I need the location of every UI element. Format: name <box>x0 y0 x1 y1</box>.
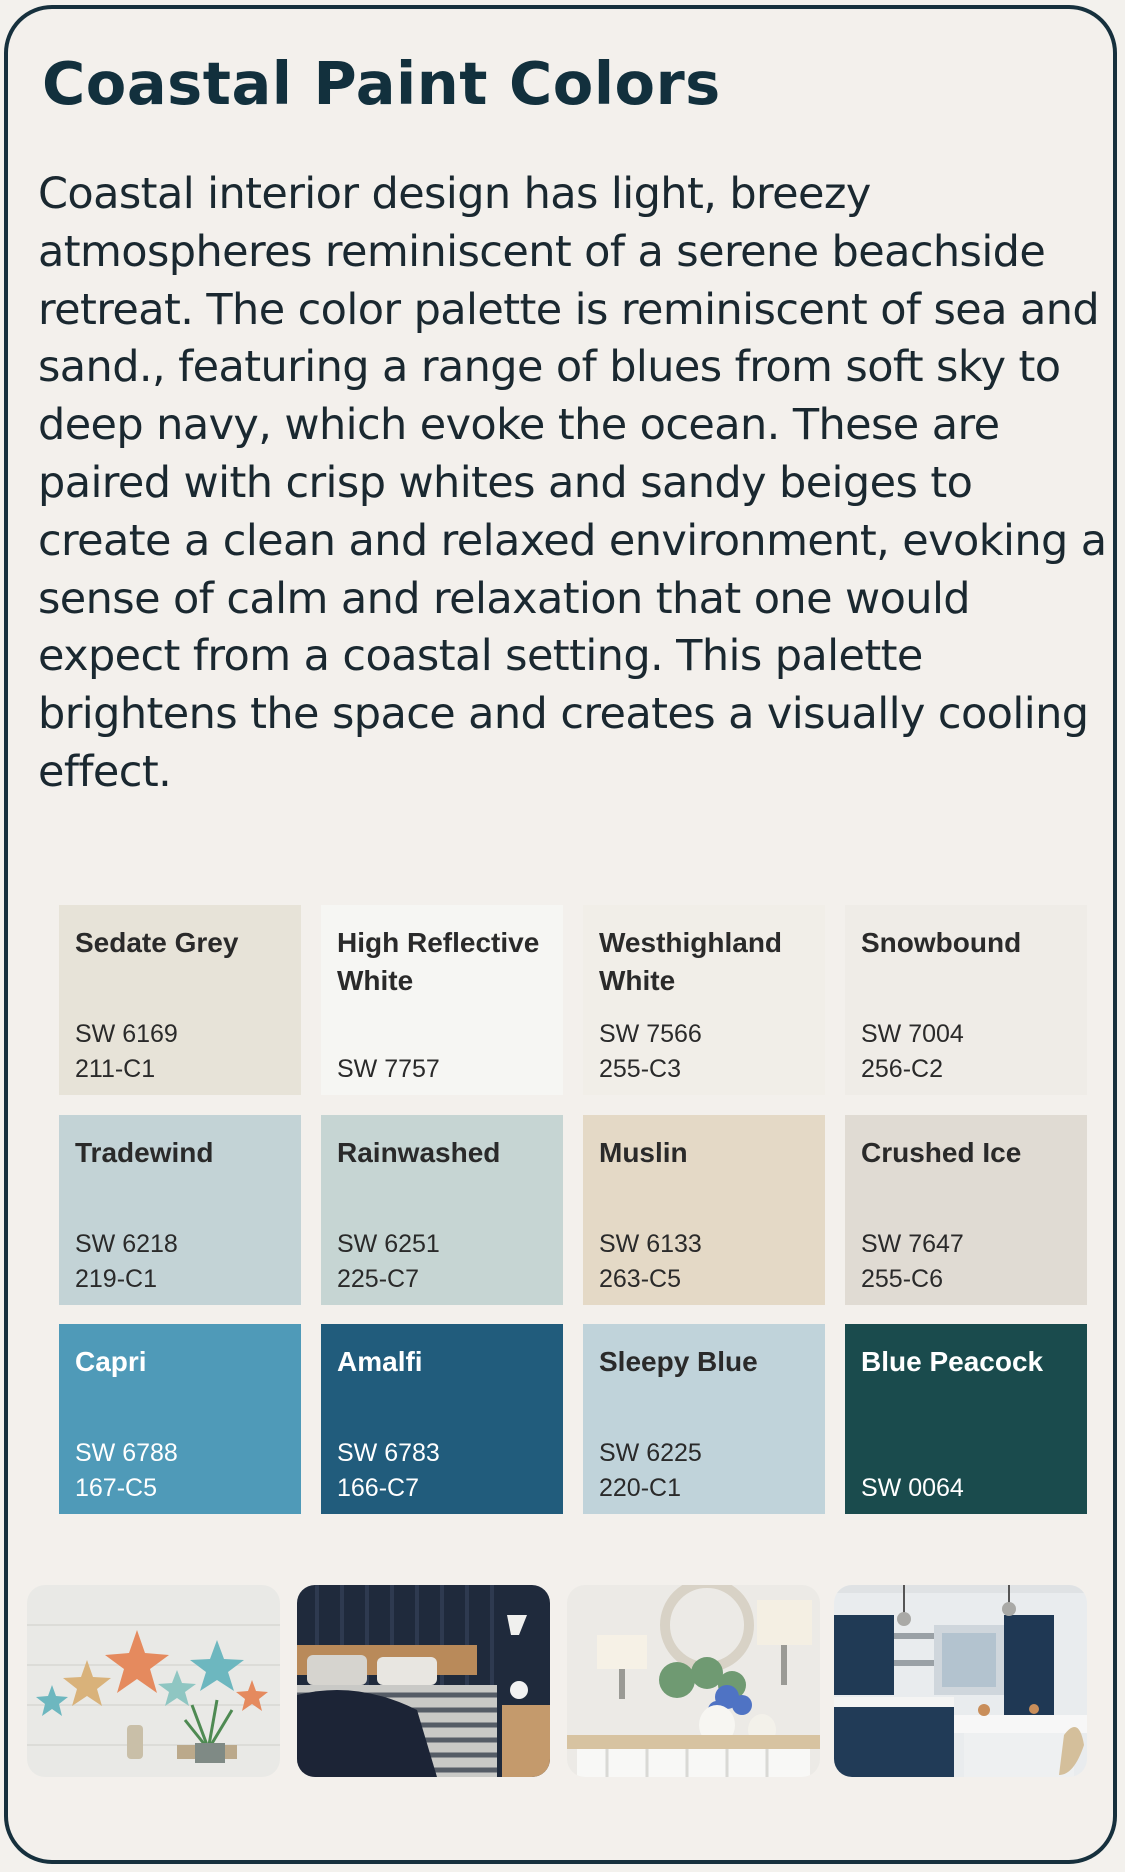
swatch-name: High Reflective White <box>337 927 540 996</box>
console-table-decor-photo <box>567 1585 820 1777</box>
swatch-name: Snowbound <box>861 927 1022 958</box>
navy-kitchen-photo <box>834 1585 1087 1777</box>
swatch-tradewind <box>59 1115 301 1305</box>
swatch-code: SW 7566 <box>599 1020 702 1048</box>
swatch-codes <box>861 1017 964 1087</box>
swatch-locator: 255-C6 <box>861 1265 943 1293</box>
swatch-snowbound <box>845 905 1087 1095</box>
swatch-code: SW 7647 <box>861 1230 964 1258</box>
swatch-codes <box>75 1017 178 1087</box>
swatch-code: SW 6133 <box>599 1230 702 1258</box>
swatch-locator: 225-C7 <box>337 1265 419 1293</box>
swatch-code: SW 6783 <box>337 1439 440 1467</box>
swatch-code: SW 6169 <box>75 1020 178 1048</box>
swatch-codes <box>337 1227 440 1297</box>
description-text: Coastal interior design has light, breezy atmospheres reminiscent of a serene beachside retreat. The color palette is reminiscent of sea and sand., featuring a range of blues from soft sky to deep navy, which evoke the ocean. These are paired with crisp whites and sandy beiges to create a clean and relaxed environment, evoking a sense of calm and relaxation that one would expect from a coastal setting. This palette brightens the space and creates a visually cooling effect. <box>38 169 1107 797</box>
swatch-locator: 166-C7 <box>337 1474 419 1502</box>
swatch-sleepy-blue <box>583 1324 825 1514</box>
swatch-locator: 167-C5 <box>75 1474 157 1502</box>
swatch-name: Blue Peacock <box>861 1346 1044 1377</box>
swatch-codes <box>75 1227 178 1297</box>
swatch-locator: 220-C1 <box>599 1474 681 1502</box>
swatch-codes <box>861 1471 964 1506</box>
swatch-codes <box>599 1227 702 1297</box>
swatch-name: Tradewind <box>75 1137 214 1168</box>
swatch-blue-peacock <box>845 1324 1087 1514</box>
navy-bedroom-photo <box>297 1585 550 1777</box>
swatch-code: SW 6225 <box>599 1439 702 1467</box>
swatch-codes <box>599 1436 702 1506</box>
swatch-name: Sleepy Blue <box>599 1346 758 1377</box>
swatch-sedate-grey <box>59 905 301 1095</box>
swatch-locator: 256-C2 <box>861 1055 943 1083</box>
swatch-codes <box>861 1227 964 1297</box>
swatch-codes <box>75 1436 178 1506</box>
swatch-codes <box>599 1017 702 1087</box>
swatch-name: Rainwashed <box>337 1137 501 1168</box>
swatch-name: Crushed Ice <box>861 1137 1022 1168</box>
swatch-codes <box>337 1436 440 1506</box>
swatch-name: Amalfi <box>337 1346 423 1377</box>
swatch-crushed-ice <box>845 1115 1087 1305</box>
swatch-locator: 211-C1 <box>75 1055 156 1083</box>
swatch-locator: 219-C1 <box>75 1265 157 1293</box>
swatch-code: SW 6251 <box>337 1230 440 1258</box>
swatch-name: Capri <box>75 1346 147 1377</box>
swatch-code: SW 7757 <box>337 1055 440 1083</box>
swatch-westhighland-white <box>583 905 825 1095</box>
swatch-code: SW 6218 <box>75 1230 178 1258</box>
swatch-amalfi <box>321 1324 563 1514</box>
starfish-wall-decor-photo <box>27 1585 280 1777</box>
swatch-code: SW 6788 <box>75 1439 178 1467</box>
page-title: Coastal Paint Colors <box>42 49 721 118</box>
swatch-code: SW 0064 <box>861 1474 964 1502</box>
swatch-name: Muslin <box>599 1137 688 1168</box>
swatch-capri <box>59 1324 301 1514</box>
swatch-locator: 263-C5 <box>599 1265 681 1293</box>
swatch-name: Sedate Grey <box>75 927 239 958</box>
swatch-codes <box>337 1052 440 1087</box>
swatch-name: Westhighland White <box>599 927 783 996</box>
swatch-locator: 255-C3 <box>599 1055 681 1083</box>
swatch-muslin <box>583 1115 825 1305</box>
swatch-high-reflective-white <box>321 905 563 1095</box>
swatch-rainwashed <box>321 1115 563 1305</box>
swatch-code: SW 7004 <box>861 1020 964 1048</box>
